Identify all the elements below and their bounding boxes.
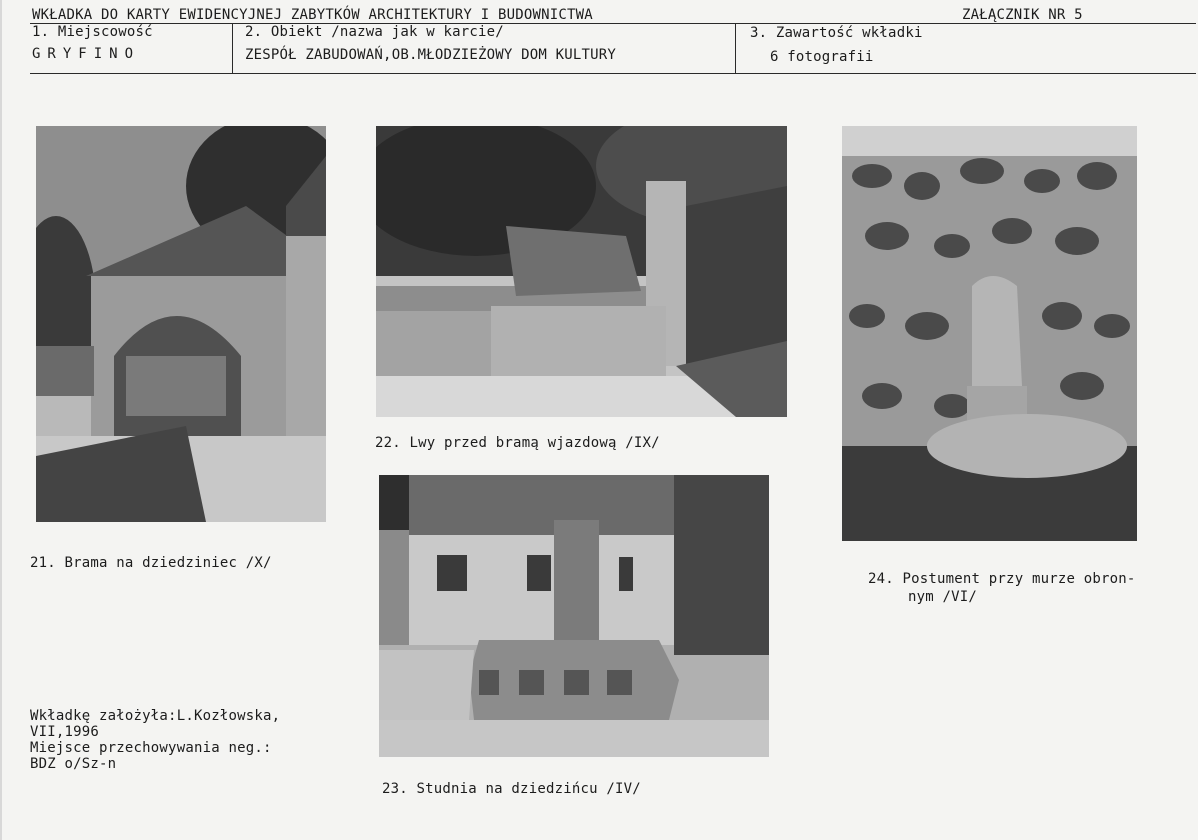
footer-author: Wkładkę założyła:L.Kozłowska, <box>30 708 281 724</box>
header-rule-bottom <box>30 73 1196 74</box>
header-divider-2 <box>735 23 736 73</box>
footer-storage-label: Miejsce przechowywania neg.: <box>30 740 272 756</box>
photo-pedestal <box>842 126 1137 541</box>
caption-21: 21. Brama na dziedziniec /X/ <box>30 555 272 571</box>
document-title: WKŁADKA DO KARTY EWIDENCYJNEJ ZABYTKÓW ARCHITEKTURY I BUDOWNICTWA <box>32 7 593 23</box>
caption-24-line2: nym /VI/ <box>908 589 978 605</box>
locality-value: GRYFINO <box>32 46 141 62</box>
caption-23: 23. Studnia na dziedzińcu /IV/ <box>382 781 641 797</box>
photo-gate <box>36 126 326 522</box>
photo-lions <box>376 126 787 417</box>
footer-storage-value: BDZ o/Sz-n <box>30 756 117 772</box>
locality-label: 1. Miejscowość <box>32 24 153 40</box>
caption-24-line1: 24. Postument przy murze obron- <box>868 571 1136 587</box>
caption-22: 22. Lwy przed bramą wjazdową /IX/ <box>375 435 660 451</box>
photo-well <box>379 475 769 757</box>
header-rule-top <box>30 23 1196 24</box>
contents-label: 3. Zawartość wkładki <box>750 25 923 41</box>
footer-date: VII,1996 <box>30 724 100 740</box>
header-divider-1 <box>232 23 233 73</box>
object-value: ZESPÓŁ ZABUDOWAŃ,OB.MŁODZIEŻOWY DOM KULTURY <box>245 47 617 63</box>
contents-value: 6 fotografii <box>770 49 874 65</box>
annex-number: ZAŁĄCZNIK NR 5 <box>962 7 1083 23</box>
object-label: 2. Obiekt /nazwa jak w karcie/ <box>245 24 504 40</box>
